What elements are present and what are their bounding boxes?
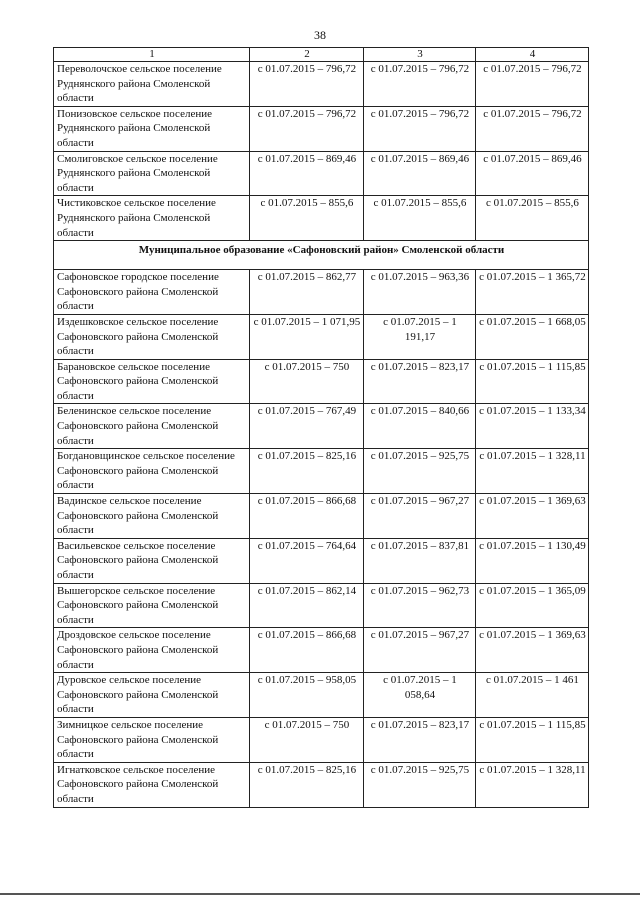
settlement-name-cell: Барановское сельское поселение Сафоновского района Смоленской области — [54, 359, 250, 404]
table-body-rudnya — [54, 62, 589, 241]
tariff-col4-cell: с 01.07.2015 – 869,46 — [476, 151, 589, 196]
settlement-name-cell: Вадинское сельское поселение Сафоновского района Смоленской области — [54, 494, 250, 539]
tariff-col3-cell: с 01.07.2015 – 840,66 — [364, 404, 476, 449]
tariff-col4-cell: с 01.07.2015 – 1 130,49 — [476, 538, 589, 583]
settlement-name-cell: Вышегорское сельское поселение Сафоновского района Смоленской области — [54, 583, 250, 628]
table-row — [54, 717, 589, 762]
table-row — [54, 196, 589, 241]
tariff-col3-cell: с 01.07.2015 – 796,72 — [364, 106, 476, 151]
column-header-2: 2 — [250, 48, 364, 62]
tariff-col2-cell: с 01.07.2015 – 825,16 — [250, 762, 364, 807]
tariff-col4-cell: с 01.07.2015 – 796,72 — [476, 106, 589, 151]
tariff-col2-cell: с 01.07.2015 – 796,72 — [250, 106, 364, 151]
tariff-col2-cell: с 01.07.2015 – 855,6 — [250, 196, 364, 241]
table-row — [54, 494, 589, 539]
tariff-col4-cell: с 01.07.2015 – 1 115,85 — [476, 359, 589, 404]
settlement-name-cell: Переволочское сельское поселение Руднянского района Смоленской области — [54, 62, 250, 107]
table-body-safonovo — [54, 270, 589, 807]
tariff-col3-cell: с 01.07.2015 – 1 191,17 — [364, 314, 476, 359]
tariff-col4-cell: с 01.07.2015 – 1 133,34 — [476, 404, 589, 449]
page-number: 38 — [314, 28, 326, 42]
tariff-col3-cell: с 01.07.2015 – 869,46 — [364, 151, 476, 196]
tariff-col4-cell: с 01.07.2015 – 1 115,85 — [476, 717, 589, 762]
column-header-3: 3 — [364, 48, 476, 62]
tariff-col3-cell: с 01.07.2015 – 823,17 — [364, 717, 476, 762]
column-header-1: 1 — [54, 48, 250, 62]
settlement-name-cell: Васильевское сельское поселение Сафоновского района Смоленской области — [54, 538, 250, 583]
tariff-col4-cell: с 01.07.2015 – 1 365,72 — [476, 270, 589, 315]
settlement-name-cell: Богдановщинское сельское поселение Сафоновского района Смоленской области — [54, 449, 250, 494]
table-row — [54, 673, 589, 718]
tariff-col3-cell: с 01.07.2015 – 796,72 — [364, 62, 476, 107]
table-row — [54, 762, 589, 807]
tariff-col4-cell: с 01.07.2015 – 855,6 — [476, 196, 589, 241]
tariff-col4-cell: с 01.07.2015 – 1 328,11 — [476, 449, 589, 494]
table-row — [54, 538, 589, 583]
table-row — [54, 106, 589, 151]
tariff-col2-cell: с 01.07.2015 – 869,46 — [250, 151, 364, 196]
tariff-col3-cell: с 01.07.2015 – 925,75 — [364, 449, 476, 494]
table-row — [54, 404, 589, 449]
tariff-col4-cell: с 01.07.2015 – 1 328,11 — [476, 762, 589, 807]
tariff-col2-cell: с 01.07.2015 – 958,05 — [250, 673, 364, 718]
settlement-name-cell: Игнатковское сельское поселение Сафоновского района Смоленской области — [54, 762, 250, 807]
settlement-name-cell: Дуровское сельское поселение Сафоновского района Смоленской области — [54, 673, 250, 718]
tariff-col4-cell: с 01.07.2015 – 1 461 — [476, 673, 589, 718]
table-row — [54, 270, 589, 315]
table-row — [54, 359, 589, 404]
tariff-col4-cell: с 01.07.2015 – 796,72 — [476, 62, 589, 107]
table-row — [54, 62, 589, 107]
column-header-4: 4 — [476, 48, 589, 62]
tariff-col2-cell: с 01.07.2015 – 750 — [250, 359, 364, 404]
tariff-col2-cell: с 01.07.2015 – 764,64 — [250, 538, 364, 583]
tariff-col4-cell: с 01.07.2015 – 1 365,09 — [476, 583, 589, 628]
tariff-col2-cell: с 01.07.2015 – 862,14 — [250, 583, 364, 628]
tariff-col2-cell: с 01.07.2015 – 862,77 — [250, 270, 364, 315]
tariff-col2-cell: с 01.07.2015 – 866,68 — [250, 494, 364, 539]
settlement-name-cell: Сафоновское городское поселение Сафоновского района Смоленской области — [54, 270, 250, 315]
section-row — [54, 241, 589, 270]
settlement-name-cell: Чистиковское сельское поселение Руднянского района Смоленской области — [54, 196, 250, 241]
settlement-name-cell: Беленинское сельское поселение Сафоновского района Смоленской области — [54, 404, 250, 449]
tariff-col3-cell: с 01.07.2015 – 967,27 — [364, 628, 476, 673]
table-row — [54, 449, 589, 494]
table-row — [54, 583, 589, 628]
section-safonovo — [54, 241, 589, 270]
settlement-name-cell: Издешковское сельское поселение Сафоновского района Смоленской области — [54, 314, 250, 359]
tariff-col3-cell: с 01.07.2015 – 962,73 — [364, 583, 476, 628]
tariff-col3-cell: с 01.07.2015 – 1 058,64 — [364, 673, 476, 718]
tariff-col4-cell: с 01.07.2015 – 1 369,63 — [476, 628, 589, 673]
tariff-col2-cell: с 01.07.2015 – 866,68 — [250, 628, 364, 673]
tariff-col3-cell: с 01.07.2015 – 837,81 — [364, 538, 476, 583]
tariff-col3-cell: с 01.07.2015 – 855,6 — [364, 196, 476, 241]
tariff-col2-cell: с 01.07.2015 – 767,49 — [250, 404, 364, 449]
table-row — [54, 628, 589, 673]
tariff-table — [53, 47, 589, 808]
table-header — [54, 48, 589, 62]
tariff-col3-cell: с 01.07.2015 – 925,75 — [364, 762, 476, 807]
tariff-col3-cell: с 01.07.2015 – 823,17 — [364, 359, 476, 404]
settlement-name-cell: Смолиговское сельское поселение Руднянского района Смоленской области — [54, 151, 250, 196]
tariff-col2-cell: с 01.07.2015 – 796,72 — [250, 62, 364, 107]
settlement-name-cell: Понизовское сельское поселение Руднянского района Смоленской области — [54, 106, 250, 151]
tariff-col4-cell: с 01.07.2015 – 1 369,63 — [476, 494, 589, 539]
table-row — [54, 151, 589, 196]
table-row — [54, 314, 589, 359]
tariff-col2-cell: с 01.07.2015 – 1 071,95 — [250, 314, 364, 359]
settlement-name-cell: Зимницкое сельское поселение Сафоновского района Смоленской области — [54, 717, 250, 762]
settlement-name-cell: Дроздовское сельское поселение Сафоновского района Смоленской области — [54, 628, 250, 673]
tariff-col2-cell: с 01.07.2015 – 825,16 — [250, 449, 364, 494]
page-bottom-edge — [0, 893, 640, 895]
tariff-col4-cell: с 01.07.2015 – 1 668,05 — [476, 314, 589, 359]
section-title: Муниципальное образование «Сафоновский район» Смоленской области — [54, 241, 589, 270]
tariff-col3-cell: с 01.07.2015 – 967,27 — [364, 494, 476, 539]
tariff-col3-cell: с 01.07.2015 – 963,36 — [364, 270, 476, 315]
tariff-col2-cell: с 01.07.2015 – 750 — [250, 717, 364, 762]
